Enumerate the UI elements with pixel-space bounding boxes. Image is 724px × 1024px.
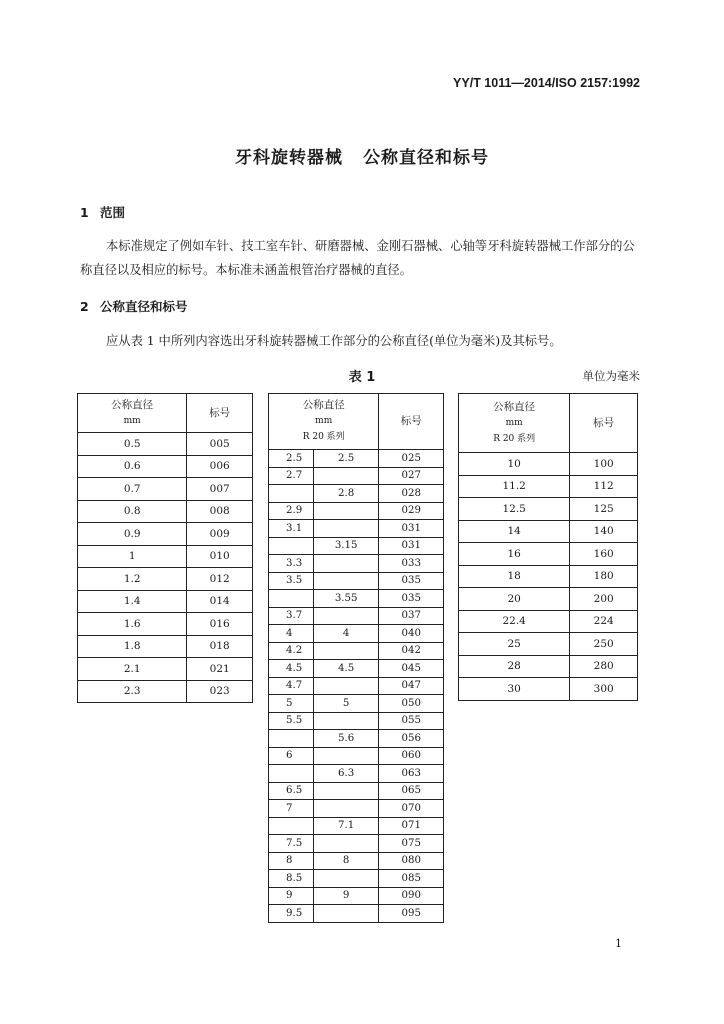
- table-cell: 112: [570, 475, 638, 498]
- standard-number: YY/T 1011—2014/ISO 2157:1992: [453, 76, 640, 90]
- table-cell: 6.5: [269, 782, 314, 800]
- table-cell: [313, 782, 379, 800]
- table-row: [78, 635, 253, 658]
- page-number: 1: [615, 937, 622, 950]
- table-row: [269, 590, 444, 608]
- table-cell: 090: [379, 887, 444, 905]
- table-cell: 4: [269, 625, 314, 643]
- table-cell: 12.5: [459, 498, 570, 521]
- table-cell: 4: [313, 625, 379, 643]
- table-cell: [313, 905, 379, 923]
- table-cell: 5: [313, 695, 379, 713]
- table-row: [78, 658, 253, 681]
- table-cell: 1.6: [78, 613, 187, 636]
- table-cell: 1.2: [78, 568, 187, 591]
- table-row: [78, 523, 253, 546]
- table-cell: 047: [379, 677, 444, 695]
- table-cell: [313, 607, 379, 625]
- title-part-2: 公称直径和标号: [363, 148, 489, 168]
- table-cell: [313, 800, 379, 818]
- table-title: 表 1: [348, 370, 376, 385]
- table-cell: 4.5: [269, 660, 314, 678]
- table-cell: [313, 467, 379, 485]
- table-row: [459, 543, 638, 566]
- table-cell: 7.5: [269, 835, 314, 853]
- table-cell: 029: [379, 502, 444, 520]
- table-row: [269, 642, 444, 660]
- table-row: [459, 520, 638, 543]
- title-part-1: 牙科旋转器械: [235, 148, 343, 168]
- table-row: [269, 555, 444, 573]
- table-cell: 125: [570, 498, 638, 521]
- table-row: [269, 450, 444, 468]
- table-row: [459, 588, 638, 611]
- table-cell: 3.5: [269, 572, 314, 590]
- section-2-heading: [80, 297, 188, 315]
- table-row: [269, 677, 444, 695]
- section-1-paragraph: [80, 234, 644, 282]
- table-cell: 280: [570, 655, 638, 678]
- table-cell: [269, 485, 314, 503]
- table-cell: 070: [379, 800, 444, 818]
- table-cell: [313, 502, 379, 520]
- section-1-title: 范围: [100, 205, 126, 220]
- table-row: [78, 613, 253, 636]
- table-row: [269, 765, 444, 783]
- table-row: [269, 520, 444, 538]
- table-cell: 4.2: [269, 642, 314, 660]
- table-left: [77, 393, 253, 703]
- table-cell: 056: [379, 730, 444, 748]
- table-row: [459, 678, 638, 701]
- table-row: [78, 500, 253, 523]
- section-1-number: 1: [80, 205, 89, 220]
- table-cell: 6: [269, 747, 314, 765]
- table-row: [459, 453, 638, 476]
- table-row: [78, 568, 253, 591]
- table-row: [269, 852, 444, 870]
- table-cell: 075: [379, 835, 444, 853]
- table-cell: 3.7: [269, 607, 314, 625]
- table-row: [269, 695, 444, 713]
- table-cell: 20: [459, 588, 570, 611]
- table-row: [78, 545, 253, 568]
- table-row: [459, 498, 638, 521]
- table-cell: 5.5: [269, 712, 314, 730]
- table-cell: 035: [379, 572, 444, 590]
- table-row: [269, 502, 444, 520]
- table-cell: 2.9: [269, 502, 314, 520]
- section-1-heading: [80, 203, 125, 221]
- table-cell: 0.5: [78, 433, 187, 456]
- table-cell: 9: [313, 887, 379, 905]
- table-row: [78, 478, 253, 501]
- table-cell: [313, 747, 379, 765]
- section-2-text: 应从表 1 中所列内容选出牙科旋转器械工作部分的公称直径(单位为毫米)及其标号。: [106, 334, 562, 348]
- table-cell: 042: [379, 642, 444, 660]
- document-title: [0, 143, 724, 168]
- table-cell: 055: [379, 712, 444, 730]
- table-cell: 8: [313, 852, 379, 870]
- table-cell: 012: [187, 568, 253, 591]
- table-cell: [313, 520, 379, 538]
- table-cell: 0.9: [78, 523, 187, 546]
- table-cell: 10: [459, 453, 570, 476]
- table-cell: 3.3: [269, 555, 314, 573]
- table-row: [78, 455, 253, 478]
- table-cell: 040: [379, 625, 444, 643]
- table-cell: [269, 765, 314, 783]
- table-row: [269, 537, 444, 555]
- table-row: [459, 475, 638, 498]
- section-2-title: 公称直径和标号: [100, 299, 188, 314]
- table-cell: 005: [187, 433, 253, 456]
- table-cell: 031: [379, 537, 444, 555]
- table-cell: 095: [379, 905, 444, 923]
- table-row: [269, 835, 444, 853]
- table-cell: 8: [269, 852, 314, 870]
- table-cell: 9.5: [269, 905, 314, 923]
- table-row: [78, 680, 253, 703]
- table-cell: [313, 555, 379, 573]
- table-cell: 033: [379, 555, 444, 573]
- table-cell: 060: [379, 747, 444, 765]
- table-cell: 2.3: [78, 680, 187, 703]
- table-row: [459, 610, 638, 633]
- table-row: [269, 782, 444, 800]
- table-row: [269, 485, 444, 503]
- table-row: [459, 565, 638, 588]
- header-code: 标号: [187, 394, 253, 433]
- table-row: [78, 590, 253, 613]
- table-cell: 2.5: [313, 450, 379, 468]
- table-cell: 9: [269, 887, 314, 905]
- table-cell: 035: [379, 590, 444, 608]
- table-cell: 071: [379, 817, 444, 835]
- table-cell: 5: [269, 695, 314, 713]
- table-row: [269, 467, 444, 485]
- table-cell: 085: [379, 870, 444, 888]
- table-cell: 2.8: [313, 485, 379, 503]
- table-cell: [269, 537, 314, 555]
- table-cell: 025: [379, 450, 444, 468]
- table-cell: 014: [187, 590, 253, 613]
- table-row: [269, 747, 444, 765]
- table-row: [269, 712, 444, 730]
- table-cell: 009: [187, 523, 253, 546]
- table-unit: 单位为毫米: [582, 369, 640, 383]
- table-row: [459, 655, 638, 678]
- table-cell: [269, 730, 314, 748]
- table-row: [269, 870, 444, 888]
- table-cell: 6.3: [313, 765, 379, 783]
- table-cell: 4.5: [313, 660, 379, 678]
- table-row: [269, 887, 444, 905]
- table-cell: 22.4: [459, 610, 570, 633]
- table-cell: 007: [187, 478, 253, 501]
- table-cell: 18: [459, 565, 570, 588]
- table-cell: 045: [379, 660, 444, 678]
- table-cell: 008: [187, 500, 253, 523]
- table-cell: 037: [379, 607, 444, 625]
- table-cell: [313, 835, 379, 853]
- table-cell: 11.2: [459, 475, 570, 498]
- table-cell: 140: [570, 520, 638, 543]
- table-cell: 010: [187, 545, 253, 568]
- table-cell: [313, 870, 379, 888]
- table-cell: 0.8: [78, 500, 187, 523]
- table-row: [269, 800, 444, 818]
- table-cell: 0.7: [78, 478, 187, 501]
- table-row: [78, 433, 253, 456]
- table-cell: 2.5: [269, 450, 314, 468]
- table-cell: 25: [459, 633, 570, 656]
- table-right: [458, 393, 638, 701]
- table-cell: 224: [570, 610, 638, 633]
- table-row: [269, 660, 444, 678]
- table-cell: 300: [570, 678, 638, 701]
- table-cell: 031: [379, 520, 444, 538]
- table-cell: 0.6: [78, 455, 187, 478]
- table-cell: 028: [379, 485, 444, 503]
- table-cell: 065: [379, 782, 444, 800]
- table-cell: 050: [379, 695, 444, 713]
- table-cell: 4.7: [269, 677, 314, 695]
- table-row: [269, 607, 444, 625]
- table-middle: [268, 393, 444, 923]
- table-row: [269, 572, 444, 590]
- header-diameter: 公称直径 mm: [78, 394, 187, 433]
- table-cell: 3.1: [269, 520, 314, 538]
- table-cell: [313, 572, 379, 590]
- table-cell: 006: [187, 455, 253, 478]
- table-cell: [269, 817, 314, 835]
- table-cell: 28: [459, 655, 570, 678]
- table-row: [269, 817, 444, 835]
- table-cell: 14: [459, 520, 570, 543]
- header-diameter: 公称直径 mm R 20 系列: [269, 394, 379, 450]
- table-cell: [313, 712, 379, 730]
- table-cell: 3.15: [313, 537, 379, 555]
- table-cell: 021: [187, 658, 253, 681]
- table-cell: 2.1: [78, 658, 187, 681]
- table-cell: [313, 677, 379, 695]
- table-cell: 2.7: [269, 467, 314, 485]
- table-cell: 080: [379, 852, 444, 870]
- table-cell: 200: [570, 588, 638, 611]
- header-diameter: 公称直径 mm R 20 系列: [459, 394, 570, 453]
- table-cell: 1: [78, 545, 187, 568]
- table-cell: 1.8: [78, 635, 187, 658]
- table-cell: 023: [187, 680, 253, 703]
- table-cell: 018: [187, 635, 253, 658]
- table-row: [269, 905, 444, 923]
- section-2-paragraph: [80, 329, 644, 353]
- table-cell: 16: [459, 543, 570, 566]
- header-code: 标号: [570, 394, 638, 453]
- table-cell: 180: [570, 565, 638, 588]
- table-cell: 7: [269, 800, 314, 818]
- table-cell: [313, 642, 379, 660]
- table-row: [269, 730, 444, 748]
- table-cell: 016: [187, 613, 253, 636]
- table-cell: 1.4: [78, 590, 187, 613]
- table-cell: 100: [570, 453, 638, 476]
- table-cell: 160: [570, 543, 638, 566]
- table-cell: 3.55: [313, 590, 379, 608]
- section-2-number: 2: [80, 299, 89, 314]
- table-cell: 8.5: [269, 870, 314, 888]
- header-code: 标号: [379, 394, 444, 450]
- table-cell: 30: [459, 678, 570, 701]
- table-cell: 7.1: [313, 817, 379, 835]
- table-row: [269, 625, 444, 643]
- table-cell: 250: [570, 633, 638, 656]
- table-cell: 027: [379, 467, 444, 485]
- section-1-text: 本标准规定了例如车针、技工室车针、研磨器械、金刚石器械、心轴等牙科旋转器械工作部分的公称直径以及相应的标号。本标准未涵盖根管治疗器械的直径。: [80, 239, 635, 277]
- table-cell: 063: [379, 765, 444, 783]
- table-cell: [269, 590, 314, 608]
- table-row: [459, 633, 638, 656]
- table-cell: 5.6: [313, 730, 379, 748]
